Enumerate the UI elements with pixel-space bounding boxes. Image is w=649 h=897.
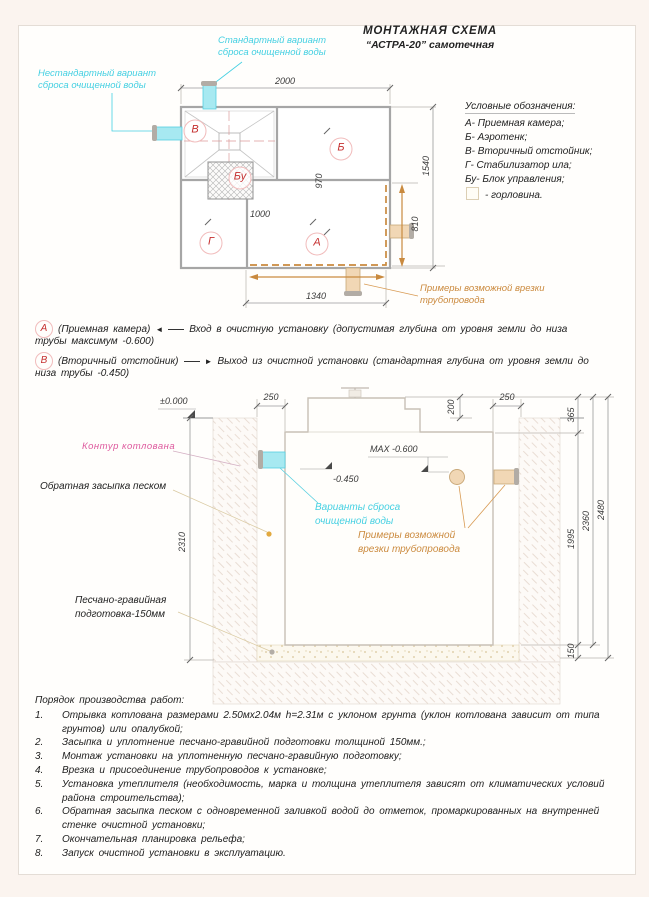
legend-item: Б- Аэротенк; — [465, 132, 528, 143]
nonstandard-outlet-label-l2: сброса очищенной воды — [38, 80, 146, 91]
standard-outlet-label-l2: сброса очищенной воды — [218, 47, 326, 58]
bedding-label-l2: подготовка-150мм — [75, 609, 165, 620]
neck-square-icon — [466, 187, 479, 200]
arrow-left-icon: ◄ — [155, 324, 164, 334]
section-tie-in-label-l1: Примеры возможной — [358, 530, 456, 541]
backfill-label: Обратная засыпка песком — [40, 481, 167, 492]
work-item: 6. Обратная засыпка песком с одновременной заливкой водой до отметок, промаркированных на внутренней стенке очистной установки; — [35, 806, 600, 832]
callout-outlet-line2 — [35, 368, 129, 379]
work-item: 2. Засыпка и уплотнение песчано-гравийной подготовки толщиной 150мм.; — [35, 737, 426, 749]
dim-365: 365 — [566, 407, 576, 423]
work-item: 5. Установка утеплителя (необходимость, марка и толщина утеплителя зависят от климатических условий района строительства); — [35, 778, 605, 804]
dim-200: 200 — [446, 399, 456, 415]
badge-bu: Бу — [229, 167, 252, 190]
badge-a: А — [306, 233, 329, 256]
legend-neck-text: - горловина. — [485, 190, 543, 201]
dim-2480: 2480 — [596, 499, 606, 521]
plan-tie-in-note-l2: трубопровода — [420, 295, 485, 306]
callout-outlet-text2: низа трубы -0.450) — [35, 368, 130, 379]
bedding-label-l1: Песчано-гравийная — [75, 595, 167, 606]
badge-g: Г — [200, 232, 223, 255]
dim-970: 970 — [314, 173, 324, 189]
dim-250-left: 250 — [263, 392, 279, 402]
dim-1340: 1340 — [305, 291, 327, 301]
dim-150: 150 — [566, 643, 576, 659]
callout-v-badge: В — [35, 352, 53, 370]
badge-b: Б — [330, 138, 353, 161]
level-max: MAX -0.600 — [370, 444, 418, 454]
dim-2310: 2310 — [177, 531, 187, 553]
arrow-right-icon: ► — [204, 356, 213, 366]
leader-dash — [168, 329, 184, 330]
nonstandard-outlet-label-l1: Нестандартный вариант — [38, 68, 157, 79]
standard-outlet-label-l1: Стандартный вариант — [218, 35, 327, 46]
dim-2360: 2360 — [581, 510, 591, 532]
callout-inlet-text2: трубы максимум -0.600) — [35, 336, 155, 347]
callout-a-badge: А — [35, 320, 53, 338]
page-title: МОНТАЖНАЯ СХЕМА — [363, 25, 497, 37]
work-item: 8. Запуск очистной установки в эксплуатацию. — [35, 847, 286, 859]
plan-drawing — [112, 62, 445, 308]
legend-item: В- Вторичный отстойник; — [465, 146, 593, 157]
discharge-label-l2: очищенной воды — [315, 516, 394, 527]
callout-outlet-text: Выход из очистной установки (стандартная глубина от уровня земли до — [217, 355, 589, 367]
pit-contour-label: Контур котлована — [82, 441, 176, 452]
dim-810: 810 — [410, 216, 420, 232]
dim-1000: 1000 — [249, 209, 271, 219]
work-order-title: Порядок производства работ: — [35, 695, 185, 706]
legend-item-neck — [465, 187, 592, 203]
section-tie-in-label-l2: врезки трубопровода — [358, 544, 461, 555]
plan-tie-in-note-l1: Примеры возможной врезки — [420, 283, 545, 294]
leader-dash — [184, 361, 200, 362]
legend-title: Условные обозначения: — [465, 101, 576, 112]
callout-inlet-line2 — [35, 336, 154, 347]
callout-inlet-text: Вход в очистную установку (допустимая глубина от уровня земли до низа — [189, 323, 568, 335]
work-item: 4. Врезка и присоединение трубопроводов к установке; — [35, 764, 327, 776]
level-outlet: -0.450 — [333, 474, 359, 484]
work-item: 1. Отрывка котлована размерами 2.50мх2.04м h=2.31м с уклоном грунта (уклон котлована зависит от типа грунтов) или опалубкой; — [35, 709, 600, 735]
work-order — [35, 694, 625, 861]
legend-item: Бу- Блок управления; — [465, 174, 565, 185]
badge-v: В — [184, 120, 207, 143]
dim-1540: 1540 — [421, 155, 431, 177]
discharge-label-l1: Варианты сброса — [315, 502, 401, 513]
callout-outlet-name: (Вторичный отстойник) — [58, 355, 179, 367]
legend-item: Г- Стабилизатор ила; — [465, 160, 572, 171]
callout-inlet-name: (Приемная камера) — [58, 323, 151, 335]
work-item: 7. Окончательная планировка рельефа; — [35, 833, 245, 845]
page-subtitle: “АСТРА-20” самотечная — [365, 39, 495, 51]
dim-1995: 1995 — [566, 528, 576, 550]
legend-item: А- Приемная камера; — [465, 118, 565, 129]
dim-2000: 2000 — [274, 76, 296, 86]
work-item: 3. Монтаж установки на уплотненную песчано-гравийную подготовку; — [35, 751, 402, 763]
level-zero: ±0.000 — [160, 396, 188, 406]
legend — [465, 101, 592, 203]
dim-250-right: 250 — [499, 392, 515, 402]
